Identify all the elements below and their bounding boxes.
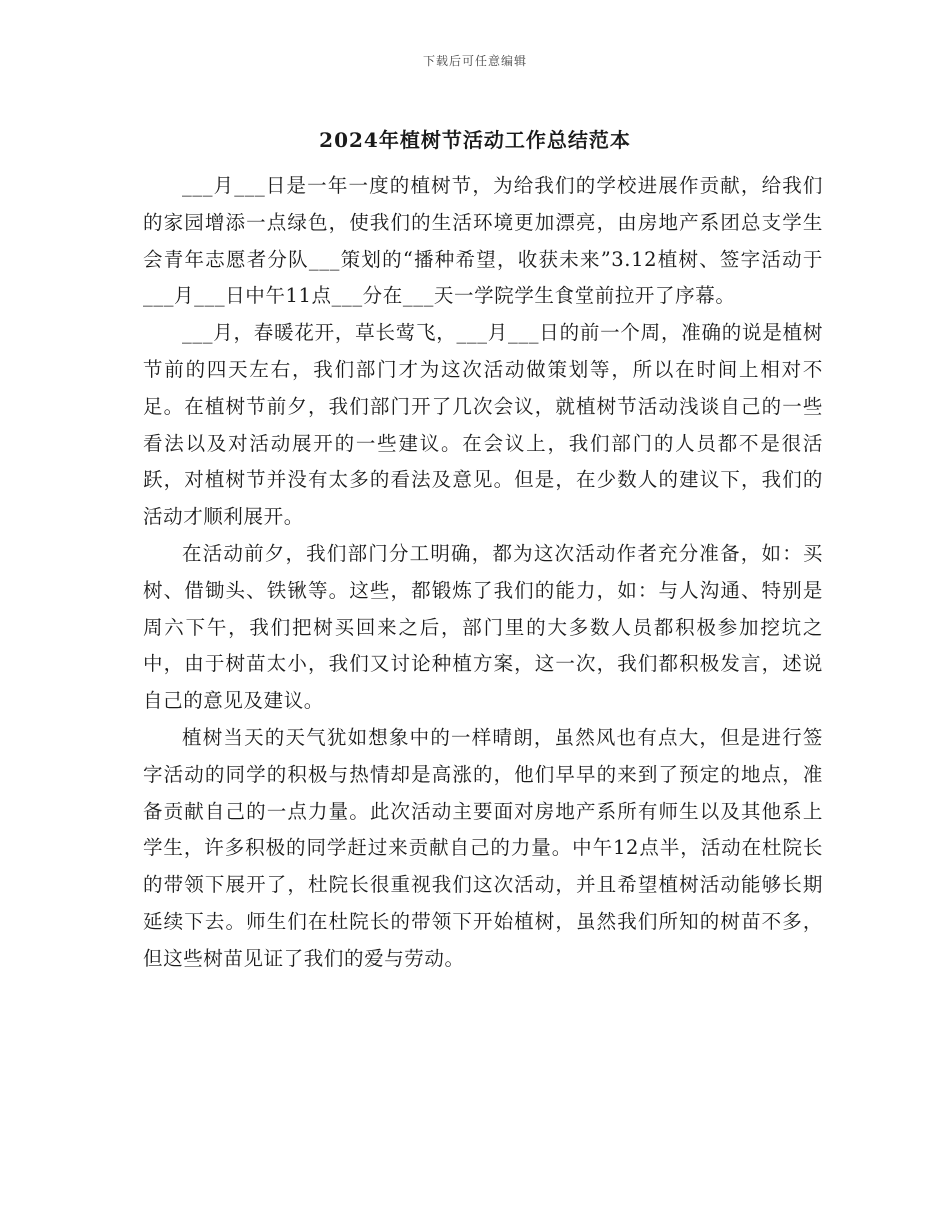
paragraph: ___月___日是一年一度的植树节，为给我们的学校进展作贡献，给我们的家园增添一点绿色，使我们的生活环境更加漂亮，由房地产系团总支学生会青年志愿者分队___策划的“播种希望，收获未来”3.12植树、签字活动于___月___日中午11点___分在___天一学院学生食堂前拉开了序幕。 xyxy=(143,174,823,308)
document-title: 2024年植树节活动工作总结范本 xyxy=(319,128,631,152)
document-body xyxy=(143,168,823,978)
paragraph: 植树当天的天气犹如想象中的一样晴朗，虽然风也有点大，但是进行签字活动的同学的积极与热情却是高涨的，他们早早的来到了预定的地点，准备贡献自己的一点力量。此次活动主要面对房地产系所有师生以及其他系上学生，许多积极的同学赶过来贡献自己的力量。中午12点半，活动在杜院长的带领下展开了，杜院长很重视我们这次活动，并且希望植树活动能够长期延续下去。师生们在杜院长的带领下开始植树，虽然我们所知的树苗不多，但这些树苗见证了我们的爱与劳动。 xyxy=(143,725,823,970)
paragraph: 在活动前夕，我们部门分工明确，都为这次活动作者充分准备，如：买树、借锄头、铁锹等。这些，都锻炼了我们的能力，如：与人沟通、特别是周六下午，我们把树买回来之后，部门里的大多数人员都积极参加挖坑之中，由于树苗太小，我们又讨论种植方案，这一次，我们都积极发言，述说自己的意见及建议。 xyxy=(143,541,823,713)
header-note: 下载后可任意编辑 xyxy=(422,54,527,68)
paragraph: ___月，春暖花开，草长莺飞，___月___日的前一个周，准确的说是植树节前的四天左右，我们部门才为这次活动做策划等，所以在时间上相对不足。在植树节前夕，我们部门开了几次会议，就植树节活动浅谈自己的一些看法以及对活动展开的一些建议。在会议上，我们部门的人员都不是很活跃，对植树节并没有太多的看法及意见。但是，在少数人的建议下，我们的活动才顺利展开。 xyxy=(143,321,823,529)
